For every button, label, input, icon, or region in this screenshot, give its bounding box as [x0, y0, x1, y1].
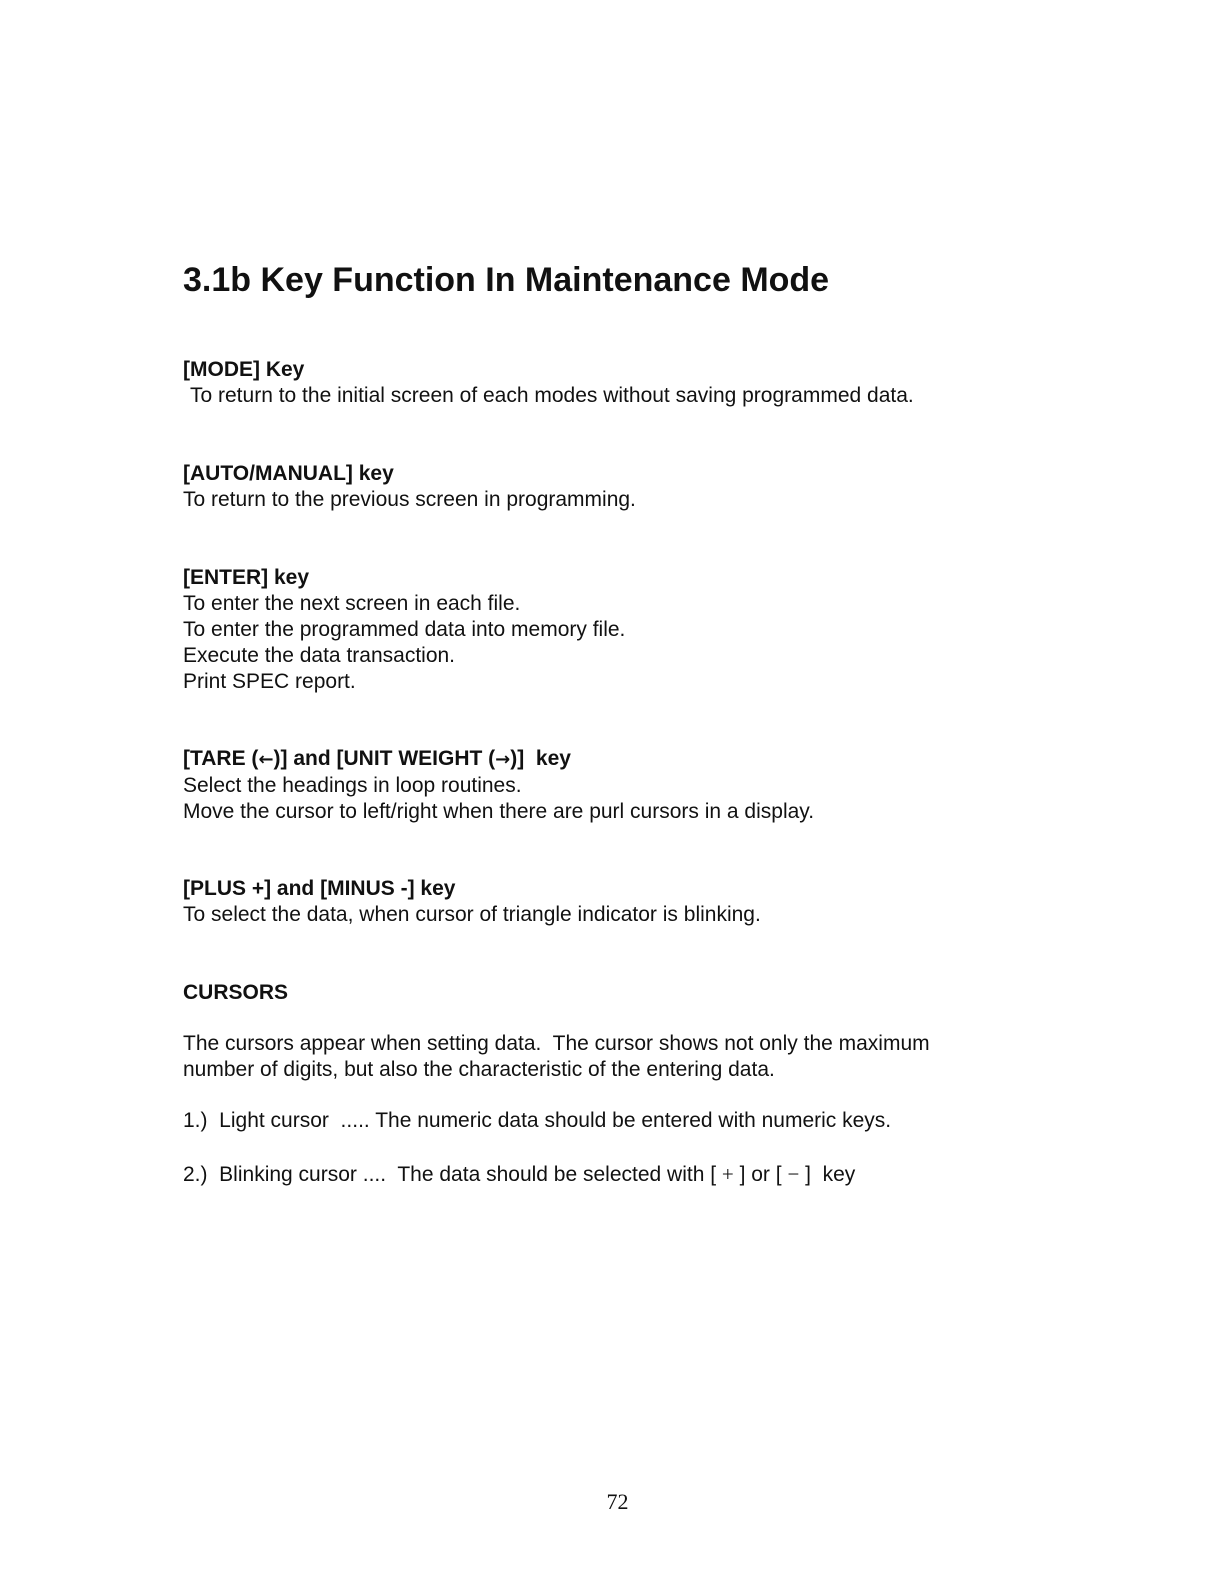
mode-key-section	[183, 357, 1043, 409]
cursor-item-blinking	[183, 1161, 1043, 1188]
cursors-paragraph	[183, 1031, 1043, 1083]
plus-symbol: +	[721, 1162, 734, 1186]
auto-manual-key-section	[183, 461, 1043, 513]
right-arrow-icon: →	[495, 749, 511, 770]
mode-key-heading: [MODE] Key	[183, 358, 305, 381]
auto-manual-key-description: To return to the previous screen in programming.	[183, 488, 636, 511]
page-number: 72	[606, 1489, 629, 1514]
cursors-section	[183, 980, 1043, 1006]
item-text: ] or [	[733, 1163, 788, 1186]
mode-key-description: To return to the initial screen of each modes without saving programmed data.	[190, 384, 914, 407]
page-title: 3.1b Key Function In Maintenance Mode	[183, 261, 830, 299]
tare-unit-weight-key-heading	[183, 746, 1043, 773]
enter-key-line: Print SPEC report.	[183, 670, 356, 693]
heading-text: )] key	[510, 747, 571, 770]
enter-key-line: To enter the next screen in each file.	[183, 592, 521, 615]
cursor-item-light	[183, 1108, 1043, 1134]
plus-minus-key-description: To select the data, when cursor of triangle indicator is blinking.	[183, 903, 761, 926]
heading-text: [TARE (	[183, 747, 259, 770]
enter-key-line: To enter the programmed data into memory file.	[183, 618, 626, 641]
cursors-heading: CURSORS	[183, 981, 289, 1004]
cursors-paragraph-line: The cursors appear when setting data. The cursor shows not only the maximum	[183, 1032, 930, 1055]
tare-unit-weight-key-line: Select the headings in loop routines.	[183, 774, 522, 797]
auto-manual-key-heading: [AUTO/MANUAL] key	[183, 462, 394, 485]
tare-unit-weight-key-line: Move the cursor to left/right when there are purl cursors in a display.	[183, 800, 815, 823]
enter-key-line: Execute the data transaction.	[183, 644, 456, 667]
heading-text: )] and [UNIT WEIGHT (	[273, 747, 496, 770]
item-text: 2.) Blinking cursor .... The data should be selected with [	[183, 1163, 722, 1186]
minus-symbol: −	[787, 1162, 800, 1186]
tare-unit-weight-key-section	[183, 746, 1043, 825]
cursors-paragraph-line: number of digits, but also the characteristic of the entering data.	[183, 1058, 775, 1081]
enter-key-heading: [ENTER] key	[183, 566, 310, 589]
left-arrow-icon: ←	[258, 749, 274, 770]
blinking-cursor-item	[183, 1161, 1043, 1188]
enter-key-section	[183, 565, 1043, 695]
light-cursor-item: 1.) Light cursor ..... The numeric data should be entered with numeric keys.	[183, 1109, 892, 1132]
plus-minus-key-heading: [PLUS +] and [MINUS -] key	[183, 877, 456, 900]
item-text: ] key	[799, 1163, 856, 1186]
plus-minus-key-section	[183, 876, 1043, 928]
